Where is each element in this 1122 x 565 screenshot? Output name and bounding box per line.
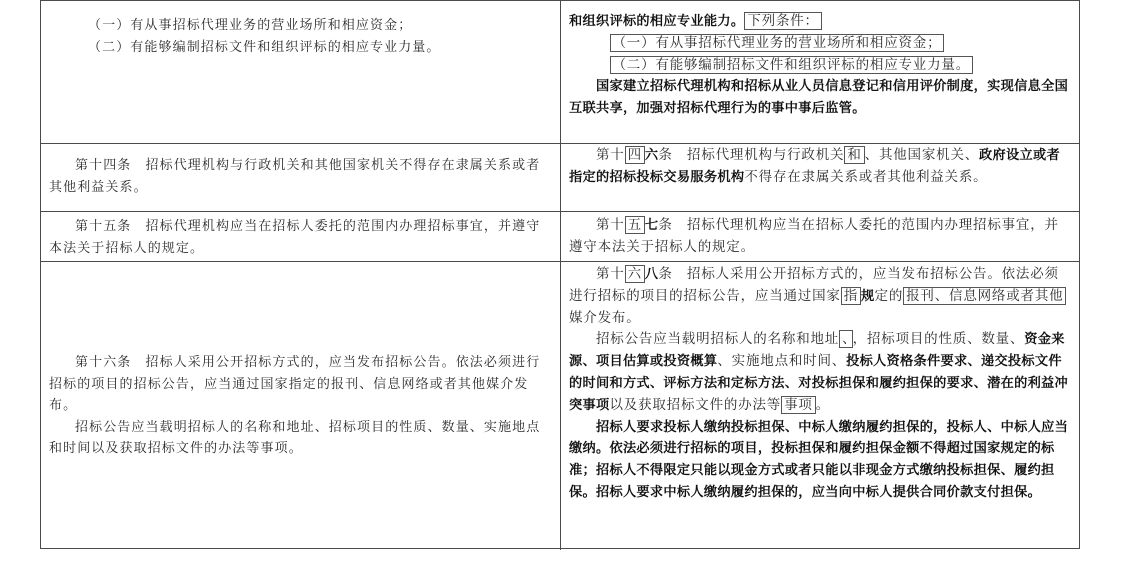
deleted-text: 下列条件：	[744, 12, 822, 30]
table-row	[41, 144, 1079, 212]
added-text: 投标人资格条件要求、递交投标文件的时间和方式、评标方法和定标方法、对投标担保和履约担保的要求、潜在的利益冲突事项	[569, 354, 1069, 413]
deleted-text: 指	[841, 287, 861, 305]
comparison-table	[40, 0, 1080, 549]
deleted-text: 四	[625, 146, 645, 164]
added-text: 政府设立或者指定的招标投标交易服务机构	[569, 148, 1060, 185]
revised-clause-item-1	[569, 33, 1073, 55]
revised-clause-item-2	[569, 55, 1073, 77]
table-row	[41, 212, 1079, 262]
deleted-text: 五	[625, 216, 645, 234]
original-article-16-paragraph-2: 招标公告应当载明招标人的名称和地址、招标项目的性质、数量、实施地点和时间以及获取招标文件的办法等事项。	[49, 419, 541, 457]
revised-paragraph	[569, 76, 1073, 120]
table-row	[41, 262, 1079, 550]
revised-article-18-paragraph-3	[569, 417, 1073, 504]
revised-text-cell	[561, 144, 1079, 211]
original-text-cell	[41, 144, 561, 211]
deleted-text: （二）有能够编制招标文件和组织评标的相应专业力量。	[610, 56, 974, 74]
original-text-cell	[41, 262, 561, 550]
deleted-text: 和	[844, 146, 864, 164]
revised-article-16: 第十 四 六条 招标代理机构与行政机关 和 、其他国家机关、政府设立或者指定的招标投标交易服务机构不得存在隶属关系或者其他利益关系。	[569, 147, 1060, 185]
deleted-text: 、	[839, 330, 853, 348]
deleted-text: 事项	[781, 396, 816, 414]
revised-article-18-paragraph-2: 招标公告应当载明招标人的名称和地址 、 ，招标项目的性质、数量、资金来源、项目估算或投资概算、实施地点和时间、投标人资格条件要求、递交投标文件的时间和方式、评标方法和定标方法、对投标担保和履约担保的要求、潜在的利益冲突事项以及获取招标文件的办法等 事项 。	[569, 331, 1069, 413]
revised-line	[569, 11, 1073, 33]
original-article-15: 第十五条 招标代理机构应当在招标人委托的范围内办理招标事宜，并遵守本法关于招标人的规定。	[49, 219, 541, 256]
revised-text-cell	[561, 262, 1079, 550]
added-text: 招标人要求投标人缴纳投标担保、中标人缴纳履约担保的，投标人、中标人应当缴纳。依法必须进行招标的项目，投标担保和履约担保金额不得超过国家规定的标准；招标人不得限定只能以现金方式或者只能以非现金方式缴纳投标担保、履约担保。招标人要求中标人缴纳履约担保的，应当向中标人提供合同价款支付担保。	[569, 419, 1069, 500]
original-clause-item-1: （一）有从事招标代理业务的营业场所和相应资金；	[88, 18, 413, 33]
added-text: 和组织评标的相应专业能力。	[569, 14, 745, 29]
original-article-16: 第十六条 招标人采用公开招标方式的，应当发布招标公告。依法必须进行招标的项目的招标公告，应当通过国家指定的报刊、信息网络或者其他媒介发布。	[49, 355, 541, 414]
added-text: 国家建立招标代理机构和招标从业人员信息登记和信用评价制度，实现信息全国互联共享，加强对招标代理行为的事中事后监管。	[569, 79, 1069, 117]
original-clause-item-2: （二）有能够编制招标文件和组织评标的相应专业力量。	[88, 39, 441, 55]
added-text: 规	[861, 288, 875, 304]
added-text: 八	[644, 267, 659, 282]
deleted-text: 报刊、信息网络或者其他	[903, 287, 1066, 305]
deleted-text: （一）有从事招标代理业务的营业场所和相应资金；	[610, 34, 945, 52]
deleted-text: 六	[625, 265, 645, 283]
original-text-cell	[41, 1, 561, 143]
added-text: 七	[644, 218, 659, 233]
revised-text-cell	[561, 212, 1079, 261]
original-text-cell	[41, 212, 561, 261]
original-article-14: 第十四条 招标代理机构与行政机关和其他国家机关不得存在隶属关系或者其他利益关系。	[49, 158, 541, 195]
added-text: 六	[644, 148, 659, 163]
revised-article-17: 第十 五 七条 招标代理机构应当在招标人委托的范围内办理招标事宜，并遵守本法关于招标人的规定。	[569, 217, 1059, 255]
added-text: 资金来源、项目估算或投资概算	[569, 332, 1065, 370]
revised-text-cell	[561, 1, 1079, 143]
revised-article-18: 第十 六 八条 招标人采用公开招标方式的，应当发布招标公告。依法必须进行招标的项目的招标公告，应当通过国家 指 规定的 报刊、信息网络或者其他媒介发布。	[569, 264, 1073, 329]
table-row	[41, 1, 1079, 144]
